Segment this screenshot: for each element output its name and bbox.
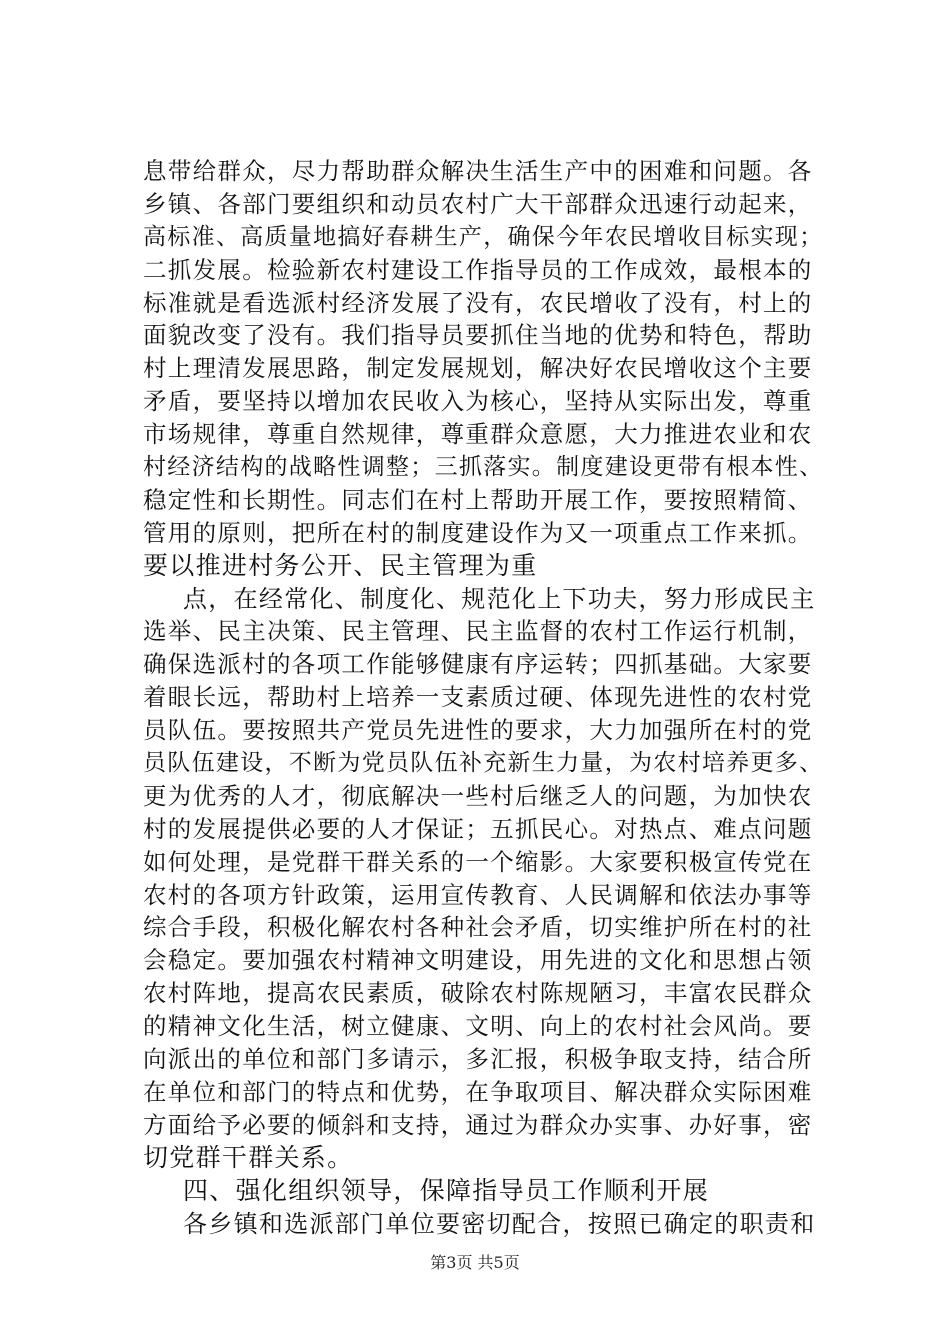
text-line: 向派出的单位和部门多请示，多汇报，积极争取支持，结合所: [143, 1045, 813, 1074]
text-line: 各乡镇和选派部门单位要密切配合，按照已确定的职责和: [183, 1209, 816, 1238]
text-line: 村经济结构的战略性调整；三抓落实。制度建设更带有根本性、: [143, 454, 824, 481]
text-line: 管用的原则，把所在村的制度建设作为又一项重点工作来抓。: [143, 518, 813, 547]
text-line: 切党群干群关系。: [143, 1142, 354, 1172]
page-footer: 第3页 共5页: [430, 1253, 520, 1272]
text-line: 更为优秀的人才，彻底解决一些村后继乏人的问题，为加快农: [143, 781, 813, 810]
text-line: 面貌改变了没有。我们指导员要抓住当地的优势和特色，帮助: [143, 321, 813, 350]
text-line: 农村阵地，提高农民素质，破除农村陈规陋习，丰富农民群众: [143, 979, 813, 1008]
text-line: 选举、民主决策、民主管理、民主监督的农村工作运行机制，: [143, 617, 813, 646]
text-line: 在单位和部门的特点和优势，在争取项目、解决群众实际困难: [143, 1077, 813, 1106]
text-line: 员队伍。要按照共产党员先进性的要求，大力加强所在村的党: [143, 716, 813, 745]
text-line: 要以推进村务公开、民主管理为重: [143, 550, 538, 580]
text-line: 方面给予必要的倾斜和支持，通过为群众办实事、办好事，密: [143, 1110, 813, 1139]
text-line: 市场规律，尊重自然规律，尊重群众意愿，大力推进农业和农: [143, 420, 813, 449]
text-line: 二抓发展。检验新农村建设工作指导员的工作成效，最根本的: [143, 255, 813, 284]
text-line: 四、强化组织领导，保障指导员工作顺利开展: [183, 1175, 710, 1205]
text-line: 村的发展提供必要的人才保证；五抓民心。对热点、难点问题: [143, 814, 813, 843]
text-line: 农村的各项方针政策，运用宣传教育、人民调解和依法办事等: [143, 880, 813, 909]
document-body: [143, 155, 823, 1240]
text-line: 的精神文化生活，树立健康、文明、向上的农村社会风尚。要: [143, 1012, 813, 1041]
text-line: 村上理清发展思路，制定发展规划，解决好农民增收这个主要: [143, 354, 813, 383]
text-line: 标准就是看选派村经济发展了没有，农民增收了没有，村上的: [143, 288, 813, 317]
text-line: 会稳定。要加强农村精神文明建设，用先进的文化和思想占领: [143, 946, 813, 975]
text-line: 息带给群众，尽力帮助群众解决生活生产中的困难和问题。各: [143, 157, 813, 185]
text-line: 着眼长远，帮助村上培养一支素质过硬、体现先进性的农村党: [143, 683, 813, 712]
text-line: 高标准、高质量地搞好春耕生产，确保今年农民增收目标实现；: [143, 223, 824, 250]
text-line: 矛盾，要坚持以增加农民收入为核心，坚持从实际出发，尊重: [143, 387, 813, 416]
text-line: 稳定性和长期性。同志们在村上帮助开展工作，要按照精简、: [143, 485, 813, 514]
text-line: 综合手段，积极化解农村各种社会矛盾，切实维护所在村的社: [143, 913, 813, 942]
text-line: 确保选派村的各项工作能够健康有序运转；四抓基础。大家要: [143, 650, 813, 679]
text-line: 乡镇、各部门要组织和动员农村广大干部群众迅速行动起来，: [143, 189, 813, 218]
text-line: 如何处理，是党群干群关系的一个缩影。大家要积极宣传党在: [143, 847, 813, 876]
text-line: 员队伍建设，不断为党员队伍补充新生力量，为农村培养更多、: [143, 750, 824, 777]
text-line: 点，在经常化、制度化、规范化上下功夫，努力形成民主: [183, 584, 816, 613]
